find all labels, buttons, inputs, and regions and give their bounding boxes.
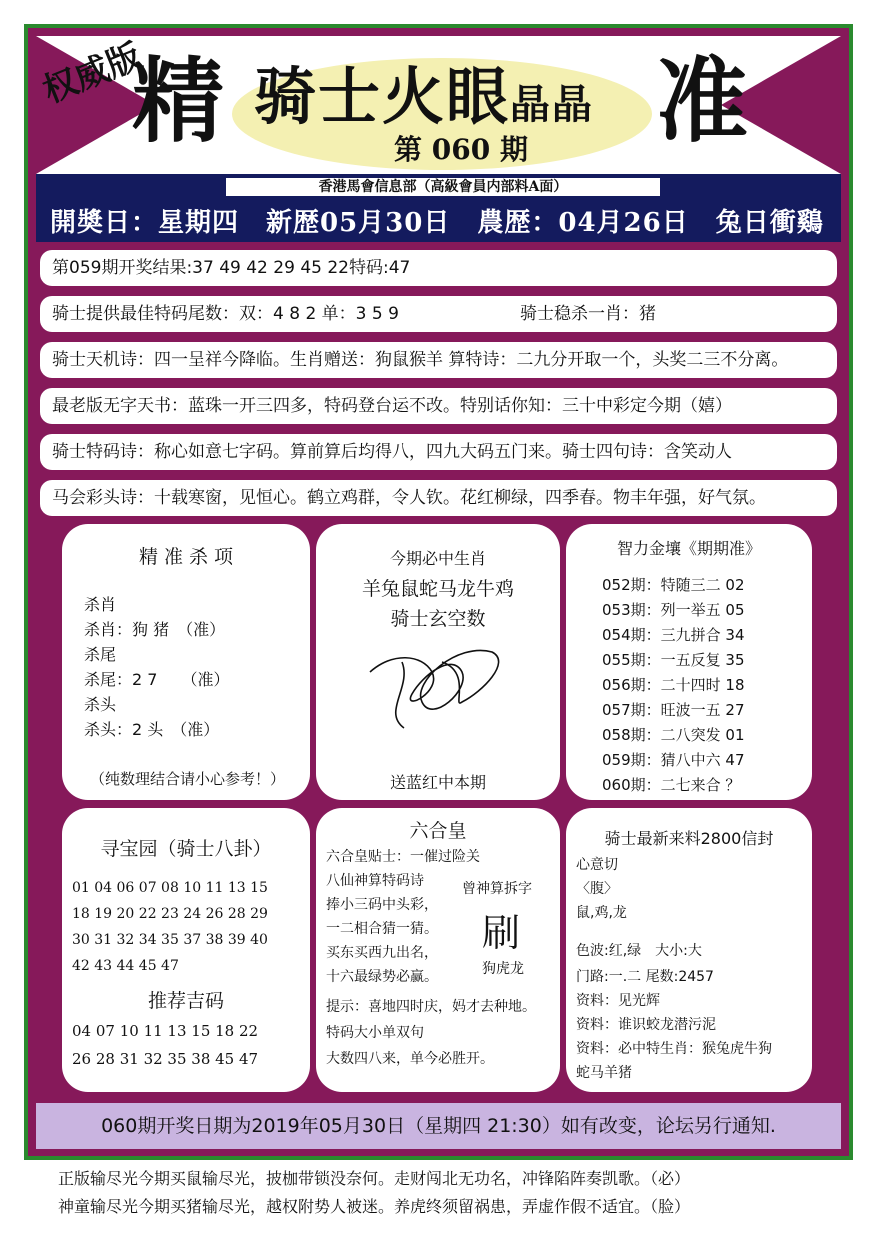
brand-main: 骑士火眼: [254, 60, 511, 133]
kill-line: 杀肖：狗 猪 （准）: [84, 620, 226, 639]
kill-panel: [62, 524, 310, 800]
info-strip: [36, 174, 841, 242]
liuhe-line: 一二相合猜一猜。: [326, 921, 438, 937]
liuhe-line: 六合皇贴士：一催过险关: [326, 849, 480, 865]
treasure-nums: 42 43 44 45 47: [72, 958, 179, 974]
treasure-nums: 30 31 32 34 35 37 38 39 40: [72, 932, 268, 948]
draw-date-line: 開奬日：星期四 新歴05月30日 農歴：04月26日 兔日衝鷄: [50, 208, 824, 238]
treasure-nums: 18 19 20 22 23 24 26 28 29: [72, 906, 268, 922]
split-title: 曾神算拆字: [462, 881, 532, 897]
letters-line: 资料：谁识蛟龙潜污泥: [576, 1017, 716, 1033]
must-zodiac: 羊兔鼠蛇马龙牛鸡: [361, 578, 514, 600]
liuhe-line: 买东买西九出名，: [326, 945, 438, 961]
liuhe-line: 八仙神算特码诗: [326, 873, 424, 889]
wisdom-line: 055期：一五反复 35: [602, 651, 745, 669]
letters-line: 〈腹〉: [576, 881, 618, 897]
treasure-nums: 01 04 06 07 08 10 11 13 15: [72, 880, 268, 896]
edition-badge: 权威版: [37, 36, 148, 112]
kill-title: 精 准 杀 项: [138, 546, 234, 568]
must-send: 送蓝红中本期: [389, 773, 486, 792]
draw-notice: 060期开奖日期为2019年05月30日（星期四 21:30）如有改变，论坛另行通知.: [36, 1103, 841, 1149]
special-row: [40, 434, 837, 470]
split-answer: 狗虎龙: [482, 961, 524, 977]
horse-row: [40, 480, 837, 516]
letters-line: 蛇马羊猪: [576, 1065, 632, 1081]
book-row: [40, 388, 837, 424]
letters-line: 鼠,鸡,龙: [576, 905, 627, 921]
wisdom-line: 053期：列一举五 05: [602, 601, 745, 619]
liuhe-bottom-line: 特码大小单双句: [326, 1025, 424, 1041]
brand-title: [254, 60, 595, 133]
tail-right-text: 骑士稳杀一肖：猪: [520, 304, 656, 324]
lucky-title: 推荐吉码: [147, 990, 224, 1012]
poem-text: 骑士天机诗：四一呈祥今降临。生肖赠送：狗鼠猴羊 算特诗：二九分开取一个，头奖二三不分离。: [52, 350, 789, 370]
poster-frame: [24, 24, 853, 1160]
bottom-line-1: 正版输尽光今期买鼠输尽光，披枷带锁没奈何。走财闯北无功名，冲锋陷阵奏凯歌。（必）: [58, 1169, 691, 1188]
kill-line: 杀尾：2 7 （准）: [84, 670, 230, 689]
wisdom-line: 054期：三九拼合 34: [602, 626, 745, 644]
letters-line: 门路:一.二 尾数:2457: [576, 969, 714, 985]
letters-line: 资料：见光辉: [576, 993, 660, 1009]
book-text: 最老版无字天书：蓝珠一开三四多，特码登台运不改。特别话你知：三十中彩定今期（嬉）: [52, 396, 732, 416]
must-title: 今期必中生肖: [389, 549, 486, 568]
wisdom-line: 052期：特随三二 02: [602, 576, 745, 594]
treasure-panel: [62, 808, 310, 1092]
split-char: 刷: [482, 911, 521, 955]
bottom-line-2: 神童输尽光今期买猪输尽光，越权附势人被迷。养虎终须留祸患，弄虚作假不适宜。（脸）: [58, 1197, 691, 1216]
wisdom-line: 060期：二七来合 ？: [602, 776, 741, 794]
wisdom-line: 059期：猜八中六 47: [602, 751, 745, 769]
result-text: 第059期开奖结果:37 49 42 29 45 22特码:47: [52, 258, 411, 278]
kill-line: 杀头: [84, 695, 117, 714]
kill-line: 杀尾: [84, 645, 117, 664]
subtitle: 香港馬會信息部（高級會員内部料A面）: [226, 178, 660, 196]
tail-row: [40, 296, 837, 332]
liuhe-bottom-line: 提示：喜地四时庆，妈才去种地。: [326, 999, 536, 1015]
lucky-nums: 26 28 31 32 35 38 45 47: [72, 1050, 259, 1068]
title-left-char: 精: [132, 48, 225, 155]
liuhe-panel: [316, 808, 560, 1092]
poem-row: [40, 342, 837, 378]
brand-small: 晶晶: [510, 82, 595, 128]
kill-line: 杀肖: [84, 595, 117, 614]
title-right-char: 准: [656, 48, 749, 155]
header: [36, 36, 841, 174]
letters-line: 色波:红,绿 大小:大: [576, 943, 702, 959]
letters-line: 资料：必中特生肖：猴兔虎牛狗: [576, 1041, 772, 1057]
horse-text: 马会彩头诗：十载寒窗，见恒心。鹤立鸡群，令人钦。花红柳绿，四季春。物丰年强，好气氛。: [52, 488, 766, 508]
result-row: [40, 250, 837, 286]
wisdom-panel: [566, 524, 812, 800]
wisdom-line: 056期：二十四时 18: [602, 676, 745, 694]
must-panel: [316, 524, 560, 800]
wisdom-line: 058期：二八突发 01: [602, 726, 745, 744]
wisdom-title: 智力金壤《期期准》: [616, 539, 761, 558]
must-sub: 骑士玄空数: [390, 608, 486, 630]
letters-title: 骑士最新来料2800信封: [604, 829, 774, 848]
signature-scribble: [362, 632, 512, 730]
liuhe-bottom-line: 大数四八来，单今必胜开。: [326, 1051, 494, 1067]
kill-line: 杀头：2 头 （准）: [84, 720, 220, 739]
letters-panel: [566, 808, 812, 1092]
liuhe-line: 捧小三码中头彩，: [326, 897, 438, 913]
issue-number: 第 060 期: [394, 133, 528, 166]
letters-line: 心意切: [576, 857, 618, 873]
lucky-nums: 04 07 10 11 13 15 18 22: [72, 1022, 259, 1040]
kill-note: （纯数理结合请小心参考！）: [90, 770, 286, 788]
treasure-title: 寻宝园（骑士八卦）: [100, 838, 272, 860]
liuhe-title: 六合皇: [409, 820, 467, 842]
wisdom-line: 057期：旺波一五 27: [602, 701, 745, 719]
special-text: 骑士特码诗：称心如意七字码。算前算后均得八，四九大码五门来。骑士四句诗：含笑动人: [52, 442, 732, 462]
liuhe-line: 十六最绿势必赢。: [326, 969, 438, 985]
tail-left-text: 骑士提供最佳特码尾数：双：4 8 2 单：3 5 9: [52, 304, 399, 324]
